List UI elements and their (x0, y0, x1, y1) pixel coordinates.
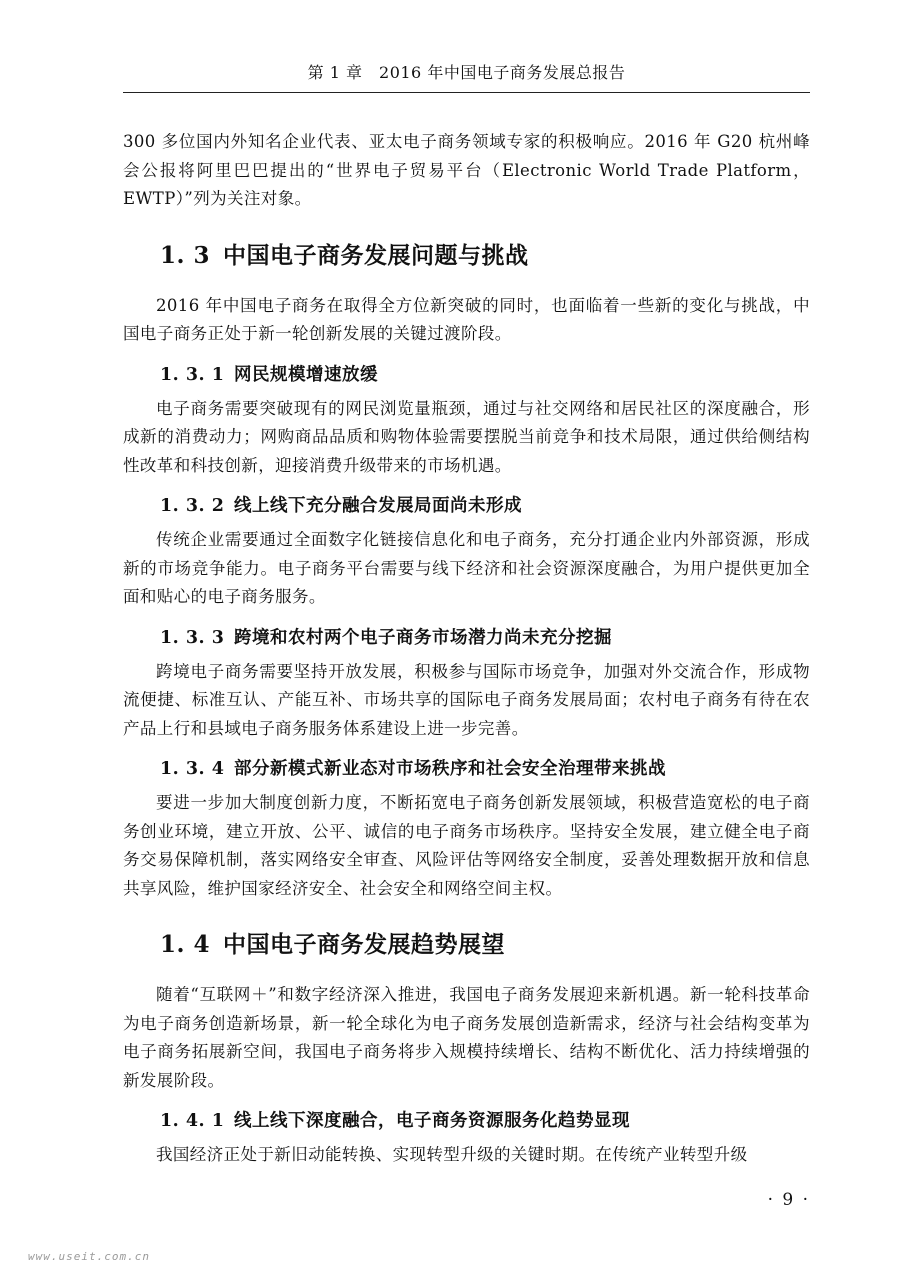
section-title: 中国电子商务发展趋势展望 (223, 931, 505, 958)
paragraph: 电子商务需要突破现有的网民浏览量瓶颈，通过与社交网络和居民社区的深度融合，形成新的消费动力；网购商品品质和购物体验需要摆脱当前竞争和技术局限，通过供给侧结构性改革和科技创新，迎接消费升级带来的市场机遇。 (123, 398, 810, 475)
section-title: 中国电子商务发展问题与挑战 (223, 241, 529, 269)
paragraph: 跨境电子商务需要坚持开放发展，积极参与国际市场竞争，加强对外交流合作，形成物流便捷、标准互认、产能互补、市场共享的国际电子商务发展局面；农村电子商务有待在农产品上行和县域电子商务服务体系建设上进一步完善。 (123, 661, 810, 738)
subsection-number: 1. 4. 1 (160, 1111, 225, 1131)
subsection-number: 1. 3. 2 (160, 496, 225, 516)
paragraph: 2016 年中国电子商务在取得全方位新突破的同时，也面临着一些新的变化与挑战，中国电子商务正处于新一轮创新发展的关键过渡阶段。 (123, 295, 810, 343)
subsection-number: 1. 3. 4 (160, 759, 225, 779)
paragraph: 传统企业需要通过全面数字化链接信息化和电子商务，充分打通企业内外部资源，形成新的市场竞争能力。电子商务平台需要与线下经济和社会资源深度融合，为用户提供更加全面和贴心的电子商务服务。 (123, 530, 810, 606)
paragraph-continuation: 300 多位国内外知名企业代表、亚太电子商务领域专家的积极响应。2016 年 G20 杭州峰会公报将阿里巴巴提出的“世界电子贸易平台（Electronic World Trade Platform，EWTP）”列为关注对象。 (123, 132, 810, 208)
subsection-title: 线上线下深度融合，电子商务资源服务化趋势显现 (234, 1111, 630, 1131)
paragraph: 要进一步加大制度创新力度，不断拓宽电子商务创新发展领域，积极营造宽松的电子商务创业环境，建立开放、公平、诚信的电子商务市场秩序。坚持安全发展，建立健全电子商务交易保障机制，落实网络安全审查、风险评估等网络安全制度，妥善处理数据开放和信息共享风险，维护国家经济安全、社会安全和网络空间主权。 (123, 793, 810, 898)
paragraph-truncated: 我国经济正处于新旧动能转换、实现转型升级的关键时期。在传统产业转型升级 (156, 1145, 748, 1164)
subsection-heading-1-3-1 (160, 361, 810, 389)
page-number: · 9 · (767, 1190, 810, 1210)
paragraph: 随着“互联网＋”和数字经济深入推进，我国电子商务发展迎来新机遇。新一轮科技革命为电子商务创造新场景，新一轮全球化为电子商务发展创造新需求，经济与社会结构变革为电子商务拓展新空间，我国电子商务将步入规模持续增长、结构不断优化、活力持续增强的新发展阶段。 (123, 985, 810, 1090)
subsection-heading-1-3-2 (160, 492, 810, 520)
section-heading-1-4 (160, 927, 810, 963)
header-rule (123, 92, 810, 93)
running-header: 第 1 章 2016 年中国电子商务发展总报告 (307, 63, 626, 82)
watermark-text: www.useit.com.cn (28, 1250, 150, 1263)
subsection-title: 跨境和农村两个电子商务市场潜力尚未充分挖掘 (234, 627, 612, 648)
subsection-heading-1-3-3 (160, 624, 810, 652)
subsection-number: 1. 3. 1 (160, 364, 225, 385)
section-number: 1. 4 (160, 931, 211, 958)
section-heading-1-3 (160, 238, 810, 274)
subsection-heading-1-3-4 (160, 755, 810, 783)
subsection-title: 网民规模增速放缓 (234, 364, 378, 385)
subsection-title: 线上线下充分融合发展局面尚未形成 (234, 496, 522, 516)
subsection-title: 部分新模式新业态对市场秩序和社会安全治理带来挑战 (234, 759, 666, 779)
subsection-heading-1-4-1 (160, 1107, 810, 1135)
section-number: 1. 3 (160, 241, 211, 269)
page-body (123, 128, 810, 1170)
subsection-number: 1. 3. 3 (160, 627, 225, 648)
